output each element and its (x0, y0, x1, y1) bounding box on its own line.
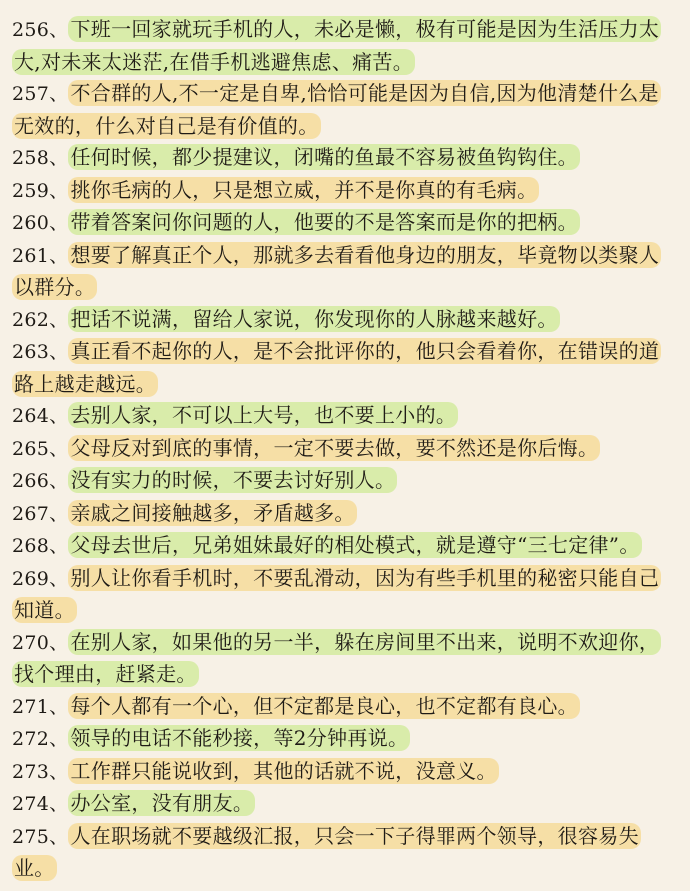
item-text: 亲戚之间接触越多，矛盾越多。 (70, 500, 355, 525)
list-item (12, 175, 678, 208)
item-number: 271、 (12, 695, 69, 718)
list-item (12, 207, 678, 240)
list-item (12, 240, 678, 304)
list-item (12, 530, 678, 563)
item-number: 273、 (12, 760, 69, 783)
list-item (12, 756, 678, 789)
item-number: 265、 (12, 437, 69, 460)
item-number: 259、 (12, 179, 69, 202)
item-text: 想要了解真正个人，那就多去看看他身边的朋友，毕竟物以类聚人以群分。 (14, 242, 660, 299)
item-number: 267、 (12, 502, 69, 525)
item-number: 262、 (12, 308, 69, 331)
item-number: 275、 (12, 825, 69, 848)
item-number: 272、 (12, 728, 69, 750)
item-number: 258、 (12, 147, 69, 169)
item-text: 把话不说满，留给人家说，你发现你的人脉越来越好。 (70, 306, 558, 331)
item-number: 260、 (12, 212, 69, 234)
item-number: 270、 (12, 631, 69, 654)
item-number: 261、 (12, 244, 69, 267)
item-text: 在别人家，如果他的另一半，躲在房间里不出来，说明不欢迎你，找个理由，赶紧走。 (14, 629, 660, 686)
item-text: 任何时候，都少提建议，闭嘴的鱼最不容易被鱼钩钩住。 (70, 145, 578, 169)
list-item (12, 723, 678, 756)
list-item (12, 304, 678, 337)
list-item (12, 465, 678, 498)
item-text: 工作群只能说收到，其他的话就不说，没意义。 (70, 758, 497, 783)
item-text: 没有实力的时候，不要去讨好别人。 (70, 468, 396, 492)
list-item (12, 498, 678, 531)
item-text: 真正看不起你的人，是不会批评你的，他只会看着你，在错误的道路上越走越远。 (14, 339, 660, 396)
list-item (12, 142, 678, 175)
list-item (12, 821, 678, 885)
list-item (12, 691, 678, 724)
item-text: 别人让你看手机时，不要乱滑动，因为有些手机里的秘密只能自己知道。 (14, 565, 660, 622)
list-item (12, 14, 678, 78)
list-item (12, 788, 678, 821)
item-number: 274、 (12, 793, 69, 815)
item-number: 268、 (12, 535, 69, 557)
item-number: 263、 (12, 341, 69, 363)
list-item (12, 563, 678, 627)
item-text: 下班一回家就玩手机的人，未必是懒，极有可能是因为生活压力太大,对未来太迷茫,在借手机逃避焦虑、痛苦。 (14, 17, 660, 74)
item-number: 266、 (12, 470, 69, 492)
item-text: 去别人家，不可以上大号，也不要上小的。 (70, 403, 457, 427)
item-text: 不合群的人,不一定是自卑,恰恰可能是因为自信,因为他清楚什么是无效的，什么对自己是有价值的。 (14, 81, 659, 138)
item-text: 父母去世后，兄弟姐妹最好的相处模式，就是遵守“三七定律”。 (70, 533, 640, 557)
item-number: 264、 (12, 405, 69, 427)
item-text: 带着答案问你问题的人，他要的不是答案而是你的把柄。 (70, 210, 578, 234)
list-item (12, 400, 678, 433)
item-number: 269、 (12, 567, 69, 590)
item-number: 256、 (12, 19, 69, 41)
list-item (12, 78, 678, 142)
item-text: 挑你毛病的人，只是想立威，并不是你真的有毛病。 (70, 177, 538, 202)
item-text: 领导的电话不能秒接，等2分钟再说。 (70, 726, 409, 750)
item-number: 257、 (12, 83, 69, 105)
list-item (12, 336, 678, 400)
item-text: 办公室，没有朋友。 (70, 791, 254, 815)
list-item (12, 433, 678, 466)
item-text: 人在职场就不要越级汇报，只会一下子得罪两个领导，很容易失业。 (14, 823, 639, 880)
list-item (12, 627, 678, 691)
item-text: 父母反对到底的事情，一定不要去做，要不然还是你后悔。 (70, 435, 599, 460)
item-text: 每个人都有一个心，但不定都是良心，也不定都有良心。 (70, 693, 578, 718)
